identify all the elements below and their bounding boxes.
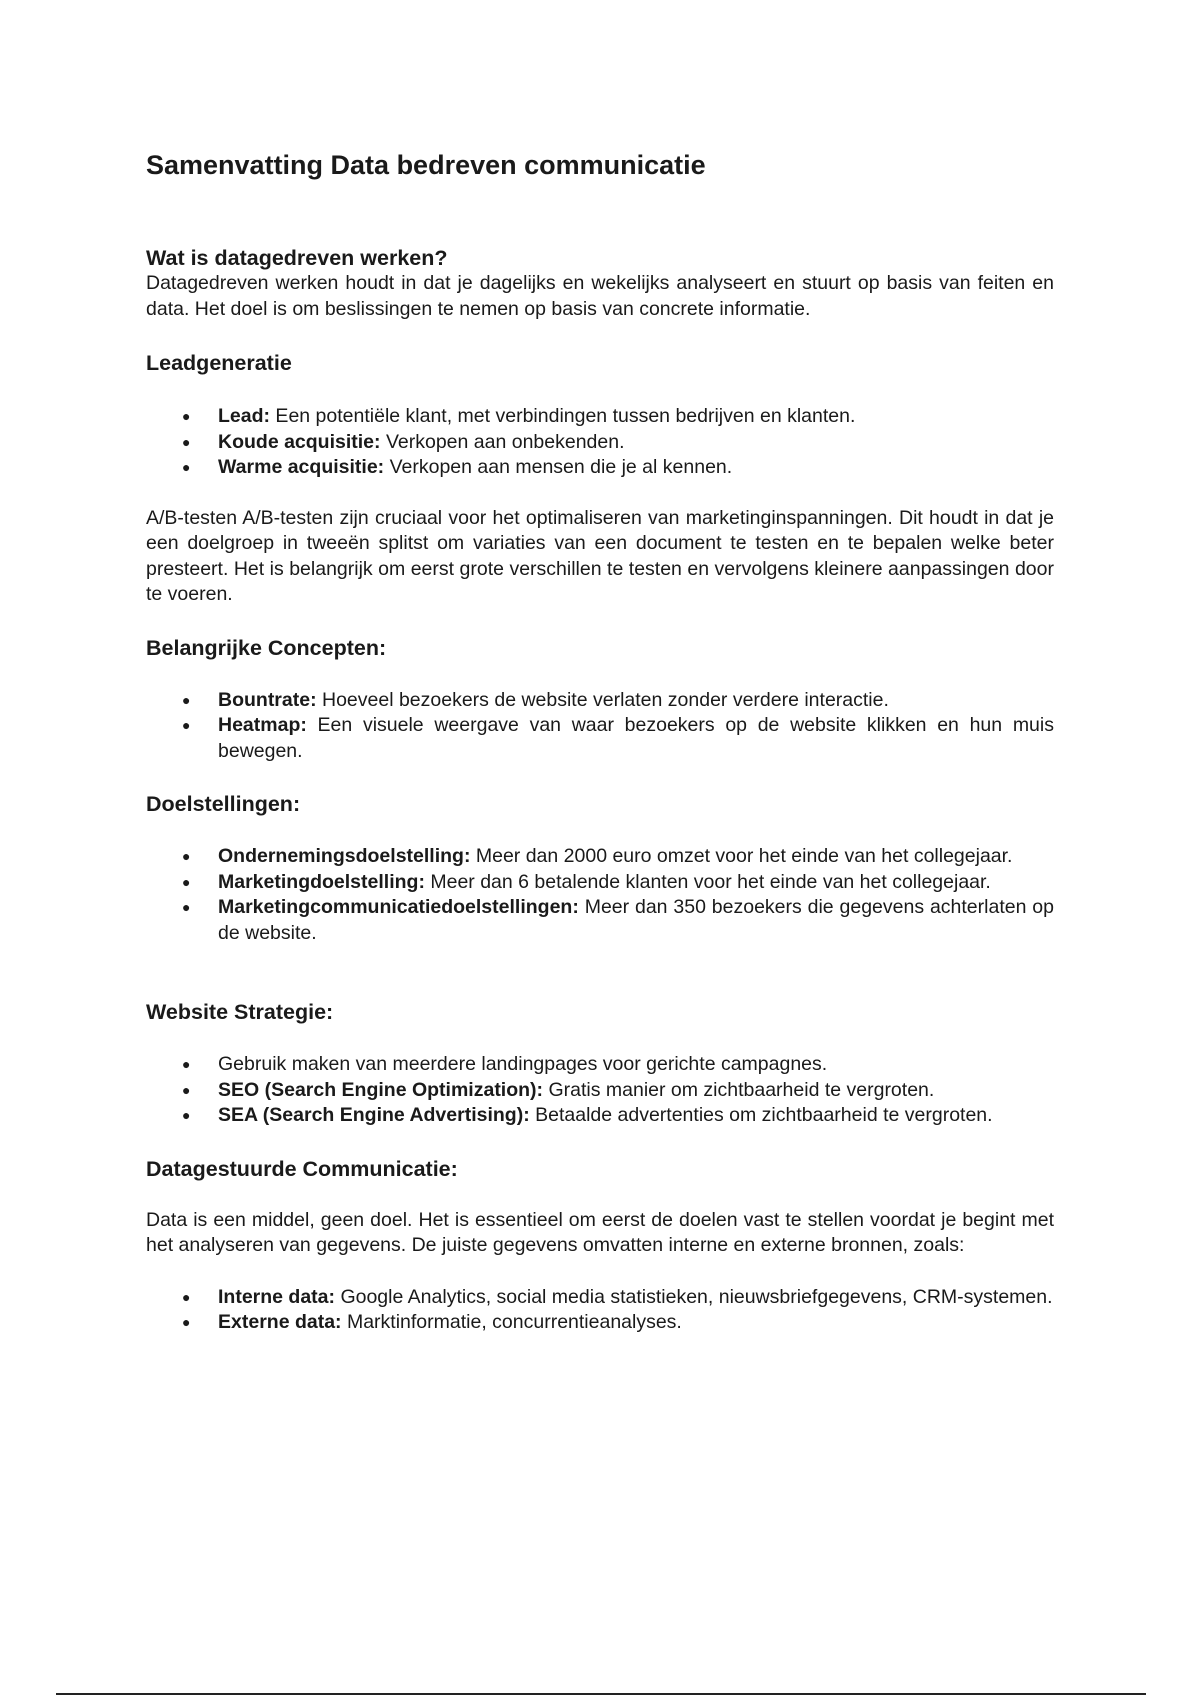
list-item-term: Marketingdoelstelling:	[218, 870, 425, 893]
list-leadgeneratie	[146, 404, 1054, 481]
list-website	[146, 1052, 1054, 1129]
paragraph-ab-testen: A/B-testen A/B-testen zijn cruciaal voor het optimaliseren van marketinginspanningen. Dit houdt in dat je een doelgroep in tweeën splitst om variaties van een document te testen en te bepalen welke beter presteert. Het is belangrijk om eerst grote verschillen te testen en vervolgens kleinere aanpassingen door te voeren.	[146, 506, 1054, 605]
list-item-term: Koude acquisitie:	[218, 430, 381, 453]
list-item-text: Meer dan 350 bezoekers die gegevens achterlaten op de website.	[218, 896, 1054, 944]
list-item-term: Marketingcommunicatiedoelstellingen:	[218, 896, 579, 918]
list-item-text: Gratis manier om zichtbaarheid te vergroten.	[543, 1078, 935, 1101]
list-item	[218, 455, 1054, 481]
list-item	[218, 688, 1054, 714]
paragraph-datagedreven: Datagedreven werken houdt in dat je dagelijks en wekelijks analyseert en stuurt op basis van feiten en data. Het doel is om beslissingen te nemen op basis van concrete informatie.	[146, 272, 1054, 320]
list-item-term: Warme acquisitie:	[218, 456, 385, 478]
list-item	[218, 1310, 1054, 1336]
list-datagestuurd	[146, 1285, 1054, 1336]
section-heading-concepten: Belangrijke Concepten:	[146, 635, 387, 660]
list-item	[218, 430, 1054, 456]
list-item-text: Verkopen aan onbekenden.	[380, 430, 625, 453]
section-heading-leadgeneratie: Leadgeneratie	[146, 351, 292, 375]
list-item-text: Hoeveel bezoekers de website verlaten zonder verdere interactie.	[316, 688, 889, 711]
list-item-term: Lead:	[218, 405, 271, 427]
document-page	[146, 140, 1054, 1336]
list-item-term: SEO (Search Engine Optimization):	[218, 1078, 544, 1101]
section-heading-datagedreven: Wat is datagedreven werken?	[146, 246, 448, 270]
list-item-text: Een visuele weergave van waar bezoekers op de website klikken en hun muis bewegen.	[218, 714, 1054, 762]
list-item	[218, 870, 1054, 896]
list-item-text: Gebruik maken van meerdere landingpages voor gerichte campagnes.	[218, 1053, 828, 1075]
list-item-term: Externe data:	[218, 1311, 342, 1333]
list-item	[218, 1103, 1054, 1129]
list-item-term: SEA (Search Engine Advertising):	[218, 1104, 530, 1126]
list-item-text: Een potentiële klant, met verbindingen tussen bedrijven en klanten.	[270, 405, 856, 427]
list-item-term: Interne data:	[218, 1285, 336, 1308]
document-title: Samenvatting Data bedreven communicatie	[146, 150, 706, 180]
list-item-text: Verkopen aan mensen die je al kennen.	[384, 456, 733, 478]
section-heading-website: Website Strategie:	[146, 1000, 334, 1024]
list-item	[218, 895, 1054, 946]
list-item-term: Bountrate:	[218, 688, 317, 711]
list-item-text: Meer dan 2000 euro omzet voor het einde van het collegejaar.	[470, 845, 1013, 867]
list-item	[218, 404, 1054, 430]
list-item-text: Google Analytics, social media statistieken, nieuwsbriefgegevens, CRM-systemen.	[335, 1285, 1053, 1308]
list-item	[218, 844, 1054, 870]
section-heading-doelstellingen: Doelstellingen:	[146, 792, 301, 816]
paragraph-datagestuurd: Data is een middel, geen doel. Het is essentieel om eerst de doelen vast te stellen voordat je begint met het analyseren van gegevens. De juiste gegevens omvatten interne en externe bronnen, zoals:	[146, 1208, 1054, 1256]
list-item-term: Heatmap:	[218, 714, 307, 736]
list-item	[218, 1078, 1054, 1104]
list-item-text: Marktinformatie, concurrentieanalyses.	[341, 1311, 682, 1333]
list-item-text: Betaalde advertenties om zichtbaarheid te vergroten.	[529, 1104, 993, 1126]
list-item	[218, 713, 1054, 764]
list-item-text: Meer dan 6 betalende klanten voor het einde van het collegejaar.	[424, 870, 991, 893]
list-item	[218, 1285, 1054, 1311]
list-concepten	[146, 688, 1054, 765]
list-item	[218, 1052, 1054, 1078]
list-doelstellingen	[146, 844, 1054, 946]
section-heading-datagestuurd: Datagestuurde Communicatie:	[146, 1156, 458, 1181]
page-bottom-rule	[56, 1693, 1146, 1695]
list-item-term: Ondernemingsdoelstelling:	[218, 845, 471, 867]
